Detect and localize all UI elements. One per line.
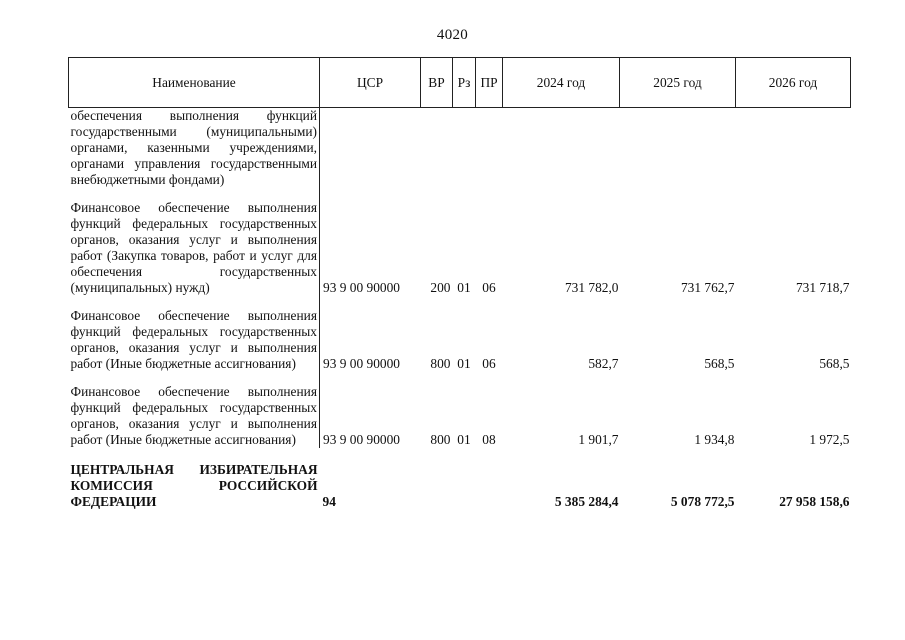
row-name: ЦЕНТРАЛЬНАЯ ИЗБИРАТЕЛЬНАЯ КОМИССИЯ РОССИЙСКОЙ ФЕДЕРАЦИИ [70, 462, 318, 509]
row-amount-2026: 27 958 158,6 [779, 494, 850, 509]
row-pr [476, 448, 503, 510]
row-rz [453, 448, 476, 510]
row-amount-2024: 582,7 [588, 356, 619, 371]
row-amount-2025: 731 762,7 [680, 280, 735, 295]
row-vr: 200 [430, 280, 451, 295]
row-amount-2026 [736, 108, 851, 189]
table-row [69, 188, 851, 296]
row-amount-2026: 1 972,5 [809, 432, 850, 447]
row-csr: 93 9 00 90000 [323, 432, 400, 447]
row-amount-2024: 731 782,0 [564, 280, 619, 295]
header-year-2026: 2026 год [736, 58, 851, 108]
row-name: Финансовое обеспечение выполнения функций федеральных государственных органов, оказания услуг и выполнения работ (Закупка товаров, работ и услуг для обеспечения государственных (муниципальных) нужд) [69, 188, 320, 296]
row-name: Финансовое обеспечение выполнения функций федеральных государственных органов, оказания услуг и выполнения работ (Иные бюджетные ассигнования) [69, 372, 320, 448]
row-csr: 93 9 00 90000 [323, 280, 400, 295]
row-rz: 01 [457, 432, 471, 447]
row-name: обеспечения выполнения функций государственными (муниципальными) органами, казенными учреждениями, органами управления государственными внебюджетными фондами) [69, 108, 320, 189]
row-amount-2024: 5 385 284,4 [554, 494, 619, 509]
header-year-2025: 2025 год [620, 58, 736, 108]
row-amount-2025: 5 078 772,5 [670, 494, 735, 509]
row-name: Финансовое обеспечение выполнения функций федеральных государственных органов, оказания услуг и выполнения работ (Иные бюджетные ассигнования) [69, 296, 320, 372]
row-amount-2025: 568,5 [704, 356, 735, 371]
budget-table [68, 57, 851, 510]
row-amount-2025: 1 934,8 [694, 432, 735, 447]
header-year-2024: 2024 год [503, 58, 620, 108]
row-pr [476, 108, 503, 189]
header-vr: ВР [421, 58, 453, 108]
table-header-row [69, 58, 851, 108]
row-vr: 800 [430, 356, 451, 371]
header-rz: Рз [453, 58, 476, 108]
row-vr: 800 [430, 432, 451, 447]
row-rz [453, 108, 476, 189]
row-pr: 08 [482, 432, 496, 447]
row-csr: 94 [322, 494, 336, 509]
row-vr [421, 108, 453, 189]
table-row [69, 372, 851, 448]
row-rz: 01 [457, 356, 471, 371]
row-amount-2026: 731 718,7 [795, 280, 850, 295]
row-amount-2024 [503, 108, 620, 189]
row-csr [320, 108, 421, 189]
row-pr: 06 [482, 280, 496, 295]
table-row [69, 296, 851, 372]
table-row-total [69, 448, 851, 510]
row-amount-2024: 1 901,7 [578, 432, 619, 447]
row-amount-2026: 568,5 [819, 356, 850, 371]
row-pr: 06 [482, 356, 496, 371]
row-vr [421, 448, 453, 510]
row-csr: 93 9 00 90000 [323, 356, 400, 371]
row-rz: 01 [457, 280, 471, 295]
page-number: 4020 [436, 27, 469, 43]
row-amount-2025 [620, 108, 736, 189]
header-csr: ЦСР [320, 58, 421, 108]
header-pr: ПР [476, 58, 503, 108]
table-row [69, 108, 851, 189]
header-name: Наименование [69, 58, 320, 108]
